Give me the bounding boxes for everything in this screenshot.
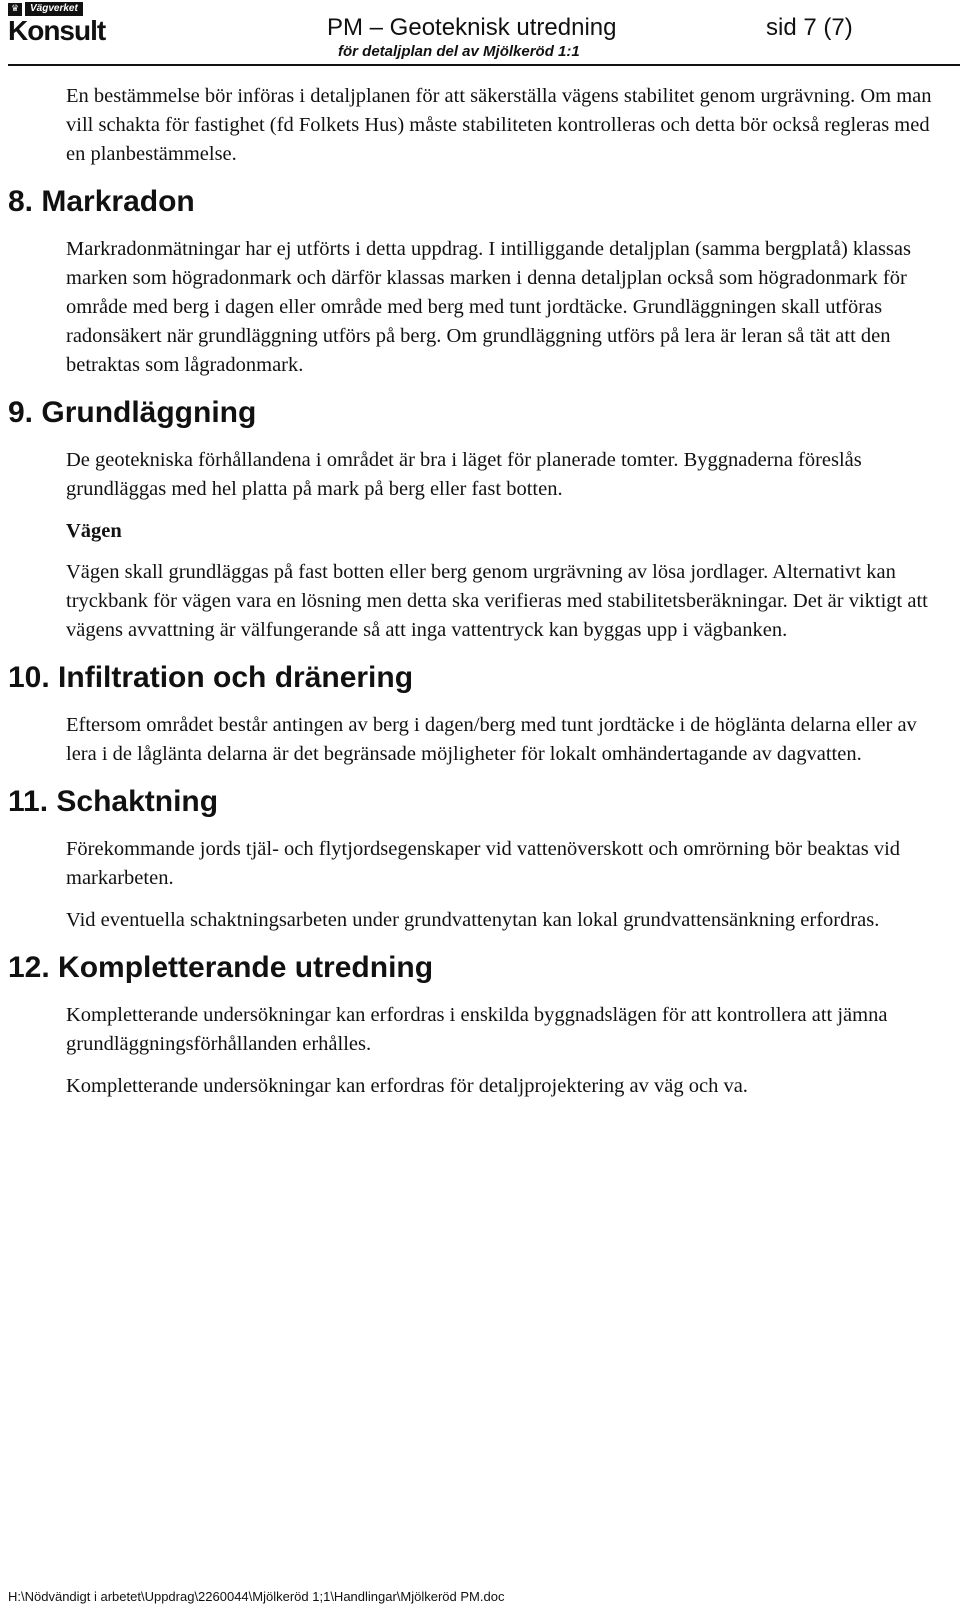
section-8-paragraph: Markradonmätningar har ej utförts i detta uppdrag. I intilliggande detaljplan (samma bergplatå) klassas marken som högradonmark och därför klassas marken i denna detaljplan också som högradonmark för område med berg i dagen eller område med berg med tunt jordtäcke. Grundläggningen skall utföras radonsäkert när grundläggning utförs på berg. Om grundläggning utförs på lera är leran så tät att den betraktas som lågradonmark. [66,238,911,376]
section-9-heading: 9. Grundläggning [8,396,257,429]
section-10-heading: 10. Infiltration och dränering [8,661,414,694]
document-body [0,82,960,1114]
vagverket-konsult-logo [8,2,108,48]
document-title: PM – Geoteknisk utredning [327,14,617,41]
logo-wordmark: Konsult [8,15,106,46]
section-11-paragraph-2: Vid eventuella schaktningsarbeten under grundvattenytan kan lokal grundvattensänkning erfordras. [66,909,880,931]
section-12-paragraph-2: Kompletterande undersökningar kan erfordras för detaljprojektering av väg och va. [66,1075,748,1097]
header-divider [8,64,960,66]
section-11-heading: 11. Schaktning [8,785,219,818]
document-subtitle: för detaljplan del av Mjölkeröd 1:1 [338,43,580,60]
section-12-heading: 12. Kompletterande utredning [8,951,434,984]
logo-subtext: Vägverket [25,2,83,16]
page-number: sid 7 (7) [766,14,853,41]
footer-file-path: H:\Nödvändigt i arbetet\Uppdrag\2260044\Mjölkeröd 1;1\Handlingar\Mjölkeröd PM.doc [8,1589,505,1604]
section-12-paragraph-1: Kompletterande undersökningar kan erfordras i enskilda byggnadslägen för att kontrollera att jämna grundläggningsförhållanden erhålles. [66,1004,888,1055]
intro-paragraph: En bestämmelse bör införas i detaljplanen för att säkerställa vägens stabilitet genom urgrävning. Om man vill schakta för fastighet (fd Folkets Hus) måste stabiliteten kontrolleras och detta bör också regleras med en planbestämmelse. [66,85,932,165]
section-10-paragraph: Eftersom området består antingen av berg i dagen/berg med tunt jordtäcke i de höglänta delarna eller av lera i de låglänta delarna är det begränsade möjligheter för lokalt omhändertagande av dagvatten. [66,714,917,765]
section-11-paragraph-1: Förekommande jords tjäl- och flytjordsegenskaper vid vattenöverskott och omrörning bör beaktas vid markarbeten. [66,838,901,889]
section-9-subheading: Vägen [66,520,122,542]
section-9-paragraph-2: Vägen skall grundläggas på fast botten eller berg genom urgrävning av lösa jordlager. Alternativt kan tryckbank för vägen vara en lösning men detta ska verifieras med stabilitetsberäkningar. Det är viktigt att vägens avvattning är välfungerande så att inga vattentryck kan byggas upp i vägbanken. [66,561,928,641]
logo-top-row [8,2,108,16]
section-8-heading: 8. Markradon [8,185,195,218]
crown-icon: ♛ [8,3,22,16]
section-9-paragraph-1: De geotekniska förhållandena i området är bra i läget för planerade tomter. Byggnaderna föreslås grundläggas med hel platta på mark på berg eller fast botten. [66,449,862,500]
